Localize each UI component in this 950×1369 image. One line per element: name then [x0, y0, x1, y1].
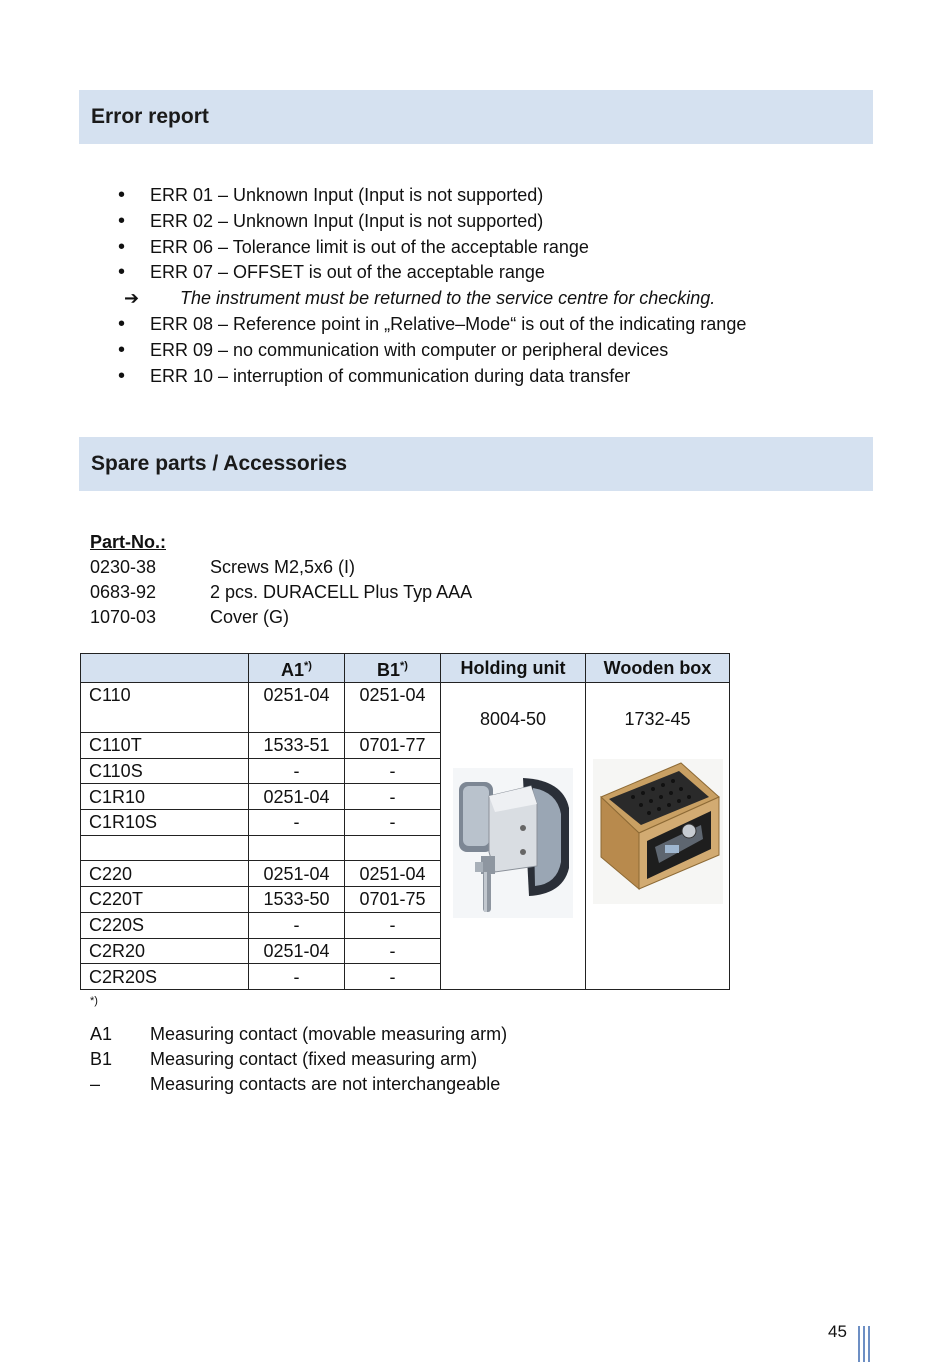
cell-a1: 0251-04 [249, 938, 345, 964]
cell-model: C1R10S [81, 810, 249, 836]
legend-row [90, 1022, 507, 1047]
list-item: • ERR 06 – Tolerance limit is out of the acceptable range [118, 235, 878, 261]
accessories-table [80, 653, 730, 990]
service-note [118, 286, 878, 312]
cell-a1: - [249, 758, 345, 784]
service-note-text: The instrument must be returned to the service centre for checking. [180, 288, 716, 309]
footnote-legend [90, 1022, 507, 1097]
list-item: • ERR 07 – OFFSET is out of the acceptable range [118, 260, 878, 286]
cell-a1 [249, 835, 345, 861]
list-item: • ERR 01 – Unknown Input (Input is not supported) [118, 183, 878, 209]
cell-a1: - [249, 912, 345, 938]
cell-b1: - [345, 964, 441, 990]
cell-model: C220S [81, 912, 249, 938]
footnote-mark: *) [90, 995, 98, 1007]
cell-b1: - [345, 758, 441, 784]
legend-row [90, 1072, 507, 1097]
wooden-box-image [593, 759, 723, 904]
part-description: Screws M2,5x6 (I) [210, 557, 356, 577]
list-item: • ERR 08 – Reference point in „Relative–Mode“ is out of the indicating range [118, 312, 878, 338]
part-row [90, 555, 472, 580]
part-row [90, 605, 472, 630]
cell-model: C2R20S [81, 964, 249, 990]
holding-unit-cell [441, 683, 586, 990]
table-row [81, 683, 730, 733]
list-item: • ERR 09 – no communication with computer or peripheral devices [118, 338, 878, 364]
header-wooden-box: Wooden box [586, 654, 730, 683]
legend-text: Measuring contact (movable measuring arm) [150, 1024, 508, 1044]
cell-b1: 0251-04 [345, 683, 441, 733]
cell-a1: 0251-04 [249, 861, 345, 887]
cell-model: C110S [81, 758, 249, 784]
cell-b1: 0701-77 [345, 733, 441, 759]
legend-key: A1 [90, 1024, 113, 1044]
part-number: 0683-92 [90, 582, 157, 602]
spare-parts-title: Spare parts / Accessories [91, 452, 348, 475]
header-b1: B1*) [345, 654, 441, 683]
spare-parts-header [79, 437, 873, 491]
cell-a1: 1533-51 [249, 733, 345, 759]
cell-a1: 1533-50 [249, 887, 345, 913]
wooden-box-number: 1732-45 [624, 709, 691, 729]
cell-b1: - [345, 810, 441, 836]
list-item: • ERR 02 – Unknown Input (Input is not supported) [118, 209, 878, 235]
cell-b1: - [345, 912, 441, 938]
cell-b1: 0701-75 [345, 887, 441, 913]
part-description: 2 pcs. DURACELL Plus Typ AAA [210, 582, 473, 602]
wooden-box-cell [586, 683, 730, 990]
legend-text: Measuring contact (fixed measuring arm) [150, 1049, 478, 1069]
cell-a1: 0251-04 [249, 784, 345, 810]
cell-b1: 0251-04 [345, 861, 441, 887]
part-number: 1070-03 [90, 607, 157, 627]
page-number: 45 [828, 1322, 847, 1341]
legend-row [90, 1047, 507, 1072]
cell-model: C2R20 [81, 938, 249, 964]
arrow-right-icon: ➔ [124, 288, 140, 309]
part-number: 0230-38 [90, 557, 157, 577]
part-no-label: Part-No.: [90, 532, 166, 552]
cell-model: C110T [81, 733, 249, 759]
error-report-title: Error report [91, 105, 209, 128]
cell-model: C1R10 [81, 784, 249, 810]
header-model [81, 654, 249, 683]
holding-unit-number: 8004-50 [479, 709, 547, 729]
cell-a1: - [249, 964, 345, 990]
error-list [118, 183, 878, 389]
list-item: • ERR 10 – interruption of communication during data transfer [118, 364, 878, 390]
cell-a1: - [249, 810, 345, 836]
page-marker-bars [858, 1326, 872, 1362]
holding-unit-image [453, 768, 573, 918]
part-description: Cover (G) [210, 607, 290, 627]
part-row [90, 580, 472, 605]
part-list [90, 530, 472, 630]
header-a1: A1*) [249, 654, 345, 683]
legend-text: Measuring contacts are not interchangeable [150, 1074, 501, 1094]
cell-b1: - [345, 938, 441, 964]
cell-model: C220T [81, 887, 249, 913]
legend-key: B1 [90, 1049, 113, 1069]
cell-b1: - [345, 784, 441, 810]
cell-a1: 0251-04 [249, 683, 345, 733]
table-header-row [81, 654, 730, 683]
cell-model: C110 [81, 683, 249, 733]
error-report-header [79, 90, 873, 144]
cell-model [81, 835, 249, 861]
header-holding-unit: Holding unit [441, 654, 586, 683]
cell-model: C220 [81, 861, 249, 887]
legend-key: – [90, 1074, 101, 1094]
cell-b1 [345, 835, 441, 861]
